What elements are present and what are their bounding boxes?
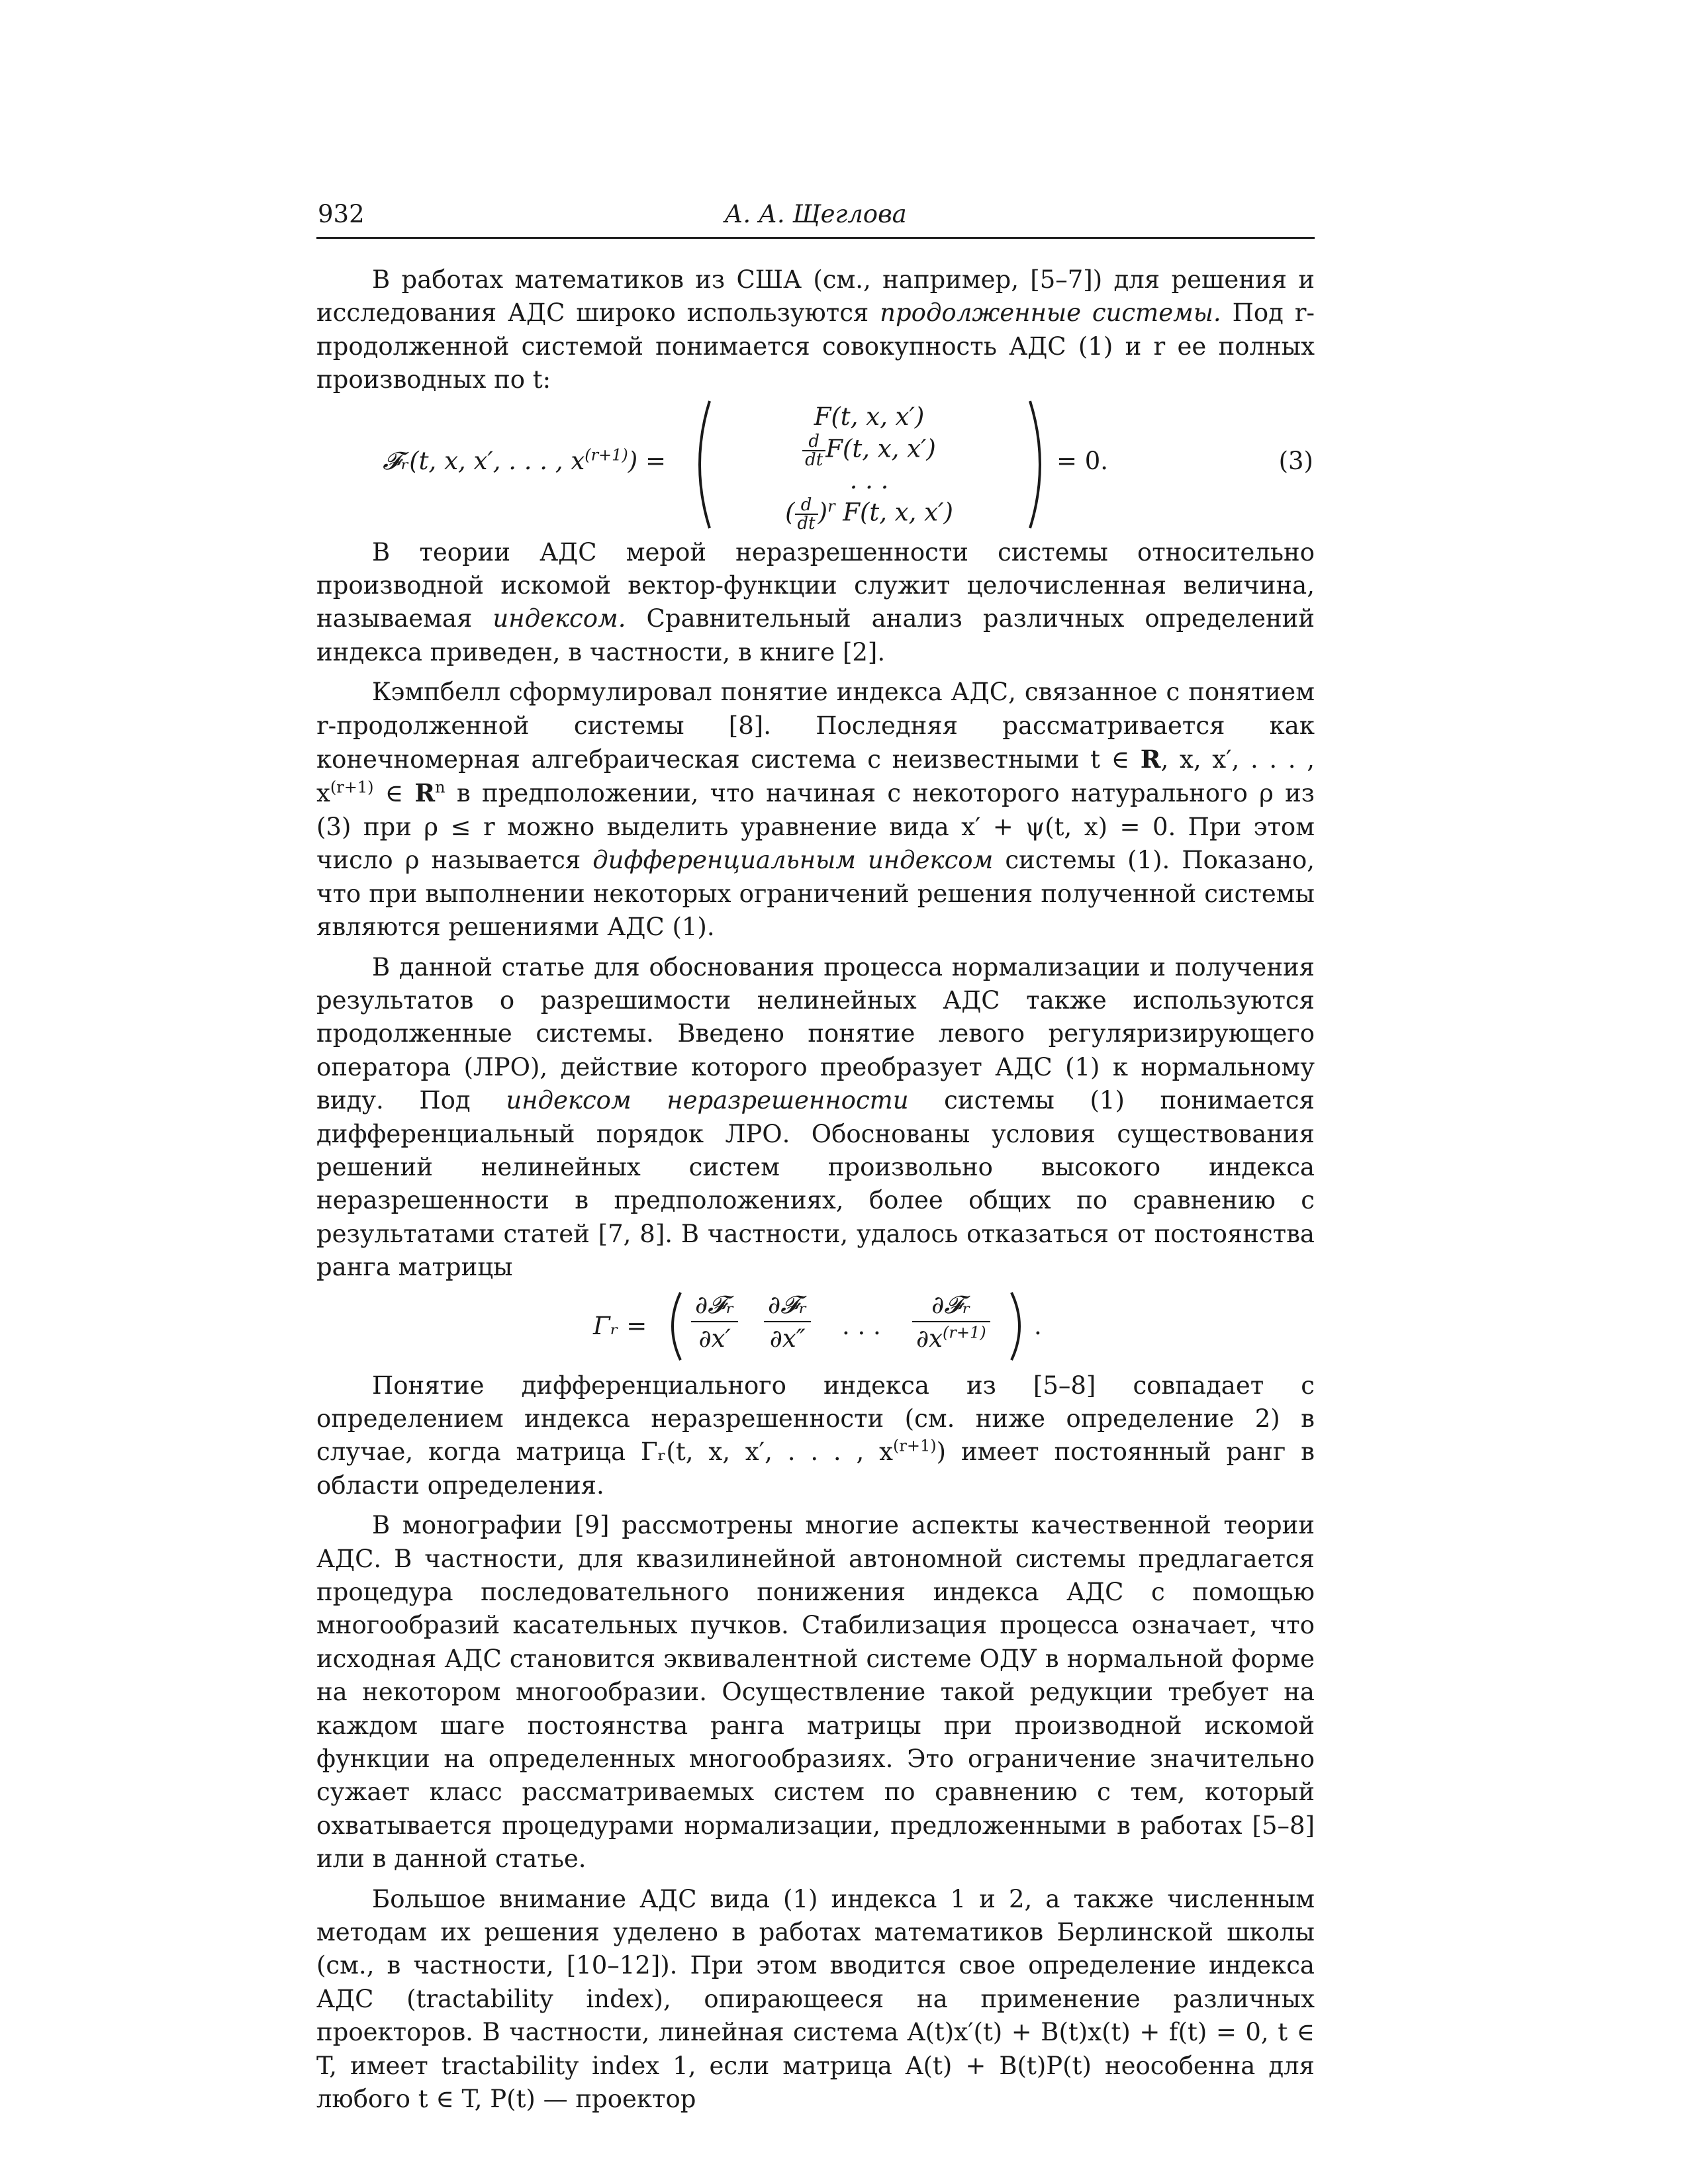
paragraph-2: В теории АДС мерой неразрешенности системы относительно производной искомой вектор-функции служит целочисленная величина, называемая индексом. Сравнительный анализ различных определений индекса приведен, в частности, в книге [2]. [316, 537, 1315, 666]
eq3-rhs: = 0. [1056, 446, 1109, 475]
eq3-vector [714, 401, 1025, 533]
eq3-row-2: $\frac{d}{dt}$ F(t, x, x′) [714, 433, 1025, 465]
partial-1: ∂𝓕ᵣ ∂x′ [691, 1293, 738, 1351]
eq3-row-4: ( $\frac{d}{dt}$ )$^r$ F(t, x, x′) [785, 494, 953, 533]
left-paren-icon [662, 1290, 684, 1363]
paragraph-7: Большое внимание АДС вида (1) индекса 1 и 2, а также численным методам их решения уделено в работах математиков Берлинской школы (см., в частности, [10–12]). При этом вводится свое определение индекса АДС (tractability index), опирающееся на применение различных проекторов. В частности, линейная система A(t)x′(t) + B(t)x(t) + f(t) = 0, t ∈ T, имеет tractability index 1, если матрица A(t) + B(t)P(t) неособенна для любого t ∈ T, P(t) — проектор [316, 1884, 1315, 2114]
paragraph-5: Понятие дифференциального индекса из [5–8] совпадает с определением индекса неразрешенности (см. ниже определение 2) в случае, когда матрица Γᵣ(t, x, x′, . . . , $x^{(r+1)}$) имеет постоянный ранг в области определения. [316, 1371, 1315, 1500]
paragraph-6: В монографии [9] рассмотрены многие аспекты качественной теории АДС. В частности, для квазилинейной автономной системы предлагается процедура последовательного понижения индекса АДС с помощью многообразий касательных пучков. Стабилизация процесса означает, что исходная АДС становится эквивалентной системе ОДУ в нормальной форме на некотором многообразии. Осуществление такой редукции требует на каждом шаге постоянства ранга матрицы при производной искомой функции на определенных многообразиях. Это ограничение значительно сужает класс рассматриваемых систем по сравнению с тем, который охватывается процедурами нормализации, предложенными в работах [5–8] или в данной статье. [316, 1511, 1315, 1874]
paragraph-4: В данной статье для обоснования процесса нормализации и получения результатов о разрешимости нелинейных АДС также используются продолженные системы. Введено понятие левого регуляризирующего оператора (ЛРО), действие которого преобразует АДС (1) к нормальному виду. Под индексом неразрешенности системы (1) понимается дифференциальный порядок ЛРО. Обоснованы условия существования решений нелинейных систем произвольно высокого индекса неразрешенности в предположениях, более общих по сравнению с результатами статей [7, 8]. В частности, удалось отказаться от постоянства ранга матрицы [316, 952, 1315, 1282]
gamma-period: . [1034, 1311, 1042, 1340]
eq3-row-1: F(t, x, x′) [814, 402, 925, 431]
paragraph-1 [316, 263, 1315, 397]
article-body [316, 263, 1315, 2116]
running-header [316, 199, 1315, 239]
p1-emphasis: продолженные системы. [880, 298, 1221, 328]
p1-text-2: Под r-продолженной системой понимается совокупность АДС (1) и r ее полных производных по t: [316, 298, 1315, 394]
equation-gamma [316, 1286, 1315, 1365]
eq3-number: (3) [1278, 446, 1313, 475]
gamma-dots: . . . [842, 1311, 881, 1340]
right-paren-icon [1026, 398, 1053, 531]
running-author: А. А. Щеглова [724, 200, 907, 228]
eq3-row-3: . . . [849, 465, 889, 494]
eq3-lhs: 𝓕ᵣ(t, x, x′, . . . , $x^{(r+1)}$) = [383, 445, 666, 475]
partial-3: ∂𝓕ᵣ $\partial x^{(r+1)}$ [912, 1293, 990, 1351]
left-paren-icon [687, 398, 714, 531]
partial-2: ∂𝓕ᵣ ∂x″ [764, 1293, 811, 1351]
gamma-lhs: Γᵣ = [593, 1311, 647, 1340]
p1-text-1: В работах математиков из США (см., например, [5–7]) для решения и исследования АДС широко используются [316, 265, 1315, 328]
paragraph-3: Кэмпбелл сформулировал понятие индекса АДС, связанное с понятием r-продолженной системы [8]. Последняя рассматривается как конечномерная алгебраическая система с неизвестными t ∈ R, x, x′, . . . , $x^{(r+1)}$ ∈ $R^n$ в предположении, что начиная с некоторого натурального ρ из (3) при ρ ≤ r можно выделить уравнение вида x′ + ψ(t, x) = 0. При этом число ρ называется дифференциальным индексом системы (1). Показано, что при выполнении некоторых ограничений решения полученной системы являются решениями АДС (1). [316, 678, 1315, 942]
right-paren-icon [1008, 1290, 1030, 1363]
page-number: 932 [318, 200, 365, 228]
equation-3 [316, 398, 1315, 531]
